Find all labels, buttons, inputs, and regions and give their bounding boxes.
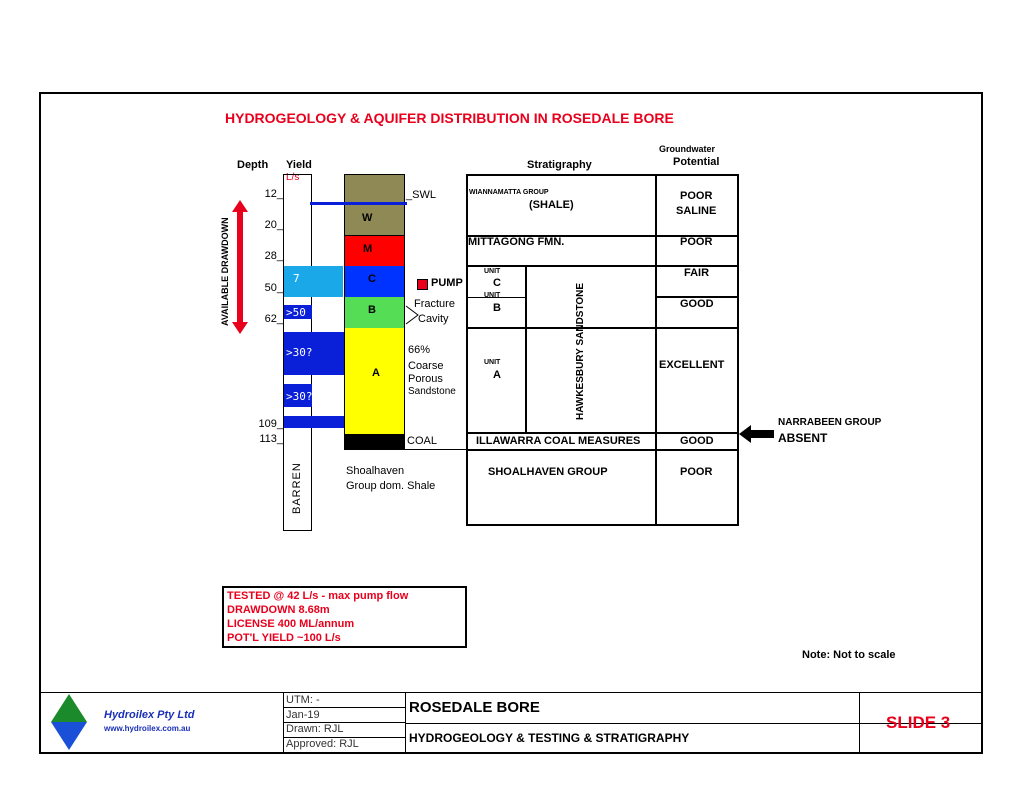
potential-w-1: POOR [680, 190, 713, 202]
barren-label: BARREN [291, 462, 303, 514]
depth-28: 28_ [264, 250, 283, 262]
footer-cell-line-1 [283, 707, 405, 708]
depth-109: 109_ [258, 418, 283, 430]
project-subtitle: HYDROGEOLOGY & TESTING & STRATIGRAPHY [409, 731, 690, 745]
depth-header: Depth [237, 159, 269, 171]
pump-label: PUMP [431, 277, 463, 289]
wianamatta-label: WIANNAMATTA GROUP [469, 189, 549, 196]
unit-c-word: UNIT [484, 268, 501, 275]
strat-unit-b: B [493, 302, 501, 314]
coal-base-line [405, 449, 468, 450]
yield-header: Yield [286, 159, 312, 171]
fracture-label: Fracture [414, 298, 455, 310]
logo-diamond-icon [50, 693, 88, 751]
mittagong-label: MITTAGONG FMN. [468, 236, 565, 248]
unit-a-desc-1: 66% [408, 344, 431, 356]
shale-label: (SHALE) [529, 199, 574, 211]
shoalhaven-text-2: Group dom. Shale [346, 480, 436, 492]
unit-a-block [344, 328, 405, 434]
slide-number: SLIDE 3 [886, 713, 951, 732]
page-title: HYDROGEOLOGY & AQUIFER DISTRIBUTION IN ROSEDALE BORE [225, 110, 674, 126]
potential-shoal: POOR [680, 466, 713, 478]
unit-w-label: W [362, 212, 373, 224]
coal-block [344, 434, 405, 450]
potential-a: EXCELLENT [659, 359, 725, 371]
yield-unit: L/s [286, 172, 300, 183]
depth-62: 62_ [264, 313, 283, 325]
unit-a-desc-4: Sandstone [408, 386, 456, 397]
unit-w-block [344, 174, 405, 236]
footer-top-line [39, 692, 983, 693]
footer-divider-1 [283, 692, 284, 754]
test-line-2: DRAWDOWN 8.68m [227, 604, 330, 616]
drawdown-label: AVAILABLE DRAWDOWN [220, 217, 230, 326]
shoalhaven-group-label: SHOALHAVEN GROUP [488, 466, 608, 478]
depth-20: 20_ [264, 219, 283, 231]
unit-m-block [344, 236, 405, 266]
potential-header: Potential [673, 156, 720, 168]
strat-row-line-4 [466, 327, 739, 329]
swl-label: _SWL [406, 189, 436, 201]
absent-label: ABSENT [778, 431, 828, 445]
pump-icon [417, 279, 428, 290]
company-website[interactable]: www.hydroilex.com.au [104, 724, 191, 733]
coal-label: COAL [407, 435, 437, 447]
test-results-box [222, 586, 467, 648]
unit-m-label: M [363, 243, 373, 255]
unit-c-label: C [368, 273, 376, 285]
depth-12: 12_ [264, 188, 283, 200]
approved-cell: Approved: RJL [286, 738, 359, 750]
unit-a-desc-3: Porous [408, 373, 443, 385]
strat-row-line-6 [466, 449, 739, 451]
unit-a-label: A [372, 367, 380, 379]
yield-a1-value: >30? [286, 346, 313, 359]
stratigraphy-header: Stratigraphy [527, 159, 592, 171]
project-title: ROSEDALE BORE [409, 699, 540, 716]
narrabeen-label: NARRABEEN GROUP [778, 417, 882, 428]
company-name: Hydroilex Pty Ltd [104, 709, 195, 721]
strat-divider-potential [655, 174, 657, 526]
test-line-4: POT'L YIELD ~100 L/s [227, 632, 341, 644]
strat-unit-c: C [493, 277, 501, 289]
scale-note: Note: Not to scale [802, 649, 896, 661]
depth-50: 50_ [264, 282, 283, 294]
yield-bar-a3 [284, 416, 344, 428]
test-line-1: TESTED @ 42 L/s - max pump flow [227, 590, 409, 602]
potential-coal: GOOD [680, 435, 714, 447]
swl-line [310, 202, 407, 205]
date-cell: Jan-19 [286, 709, 320, 721]
strat-row-line-5 [466, 432, 739, 434]
unit-a-word: UNIT [484, 359, 501, 366]
illawarra-label: ILLAWARRA COAL MEASURES [476, 435, 641, 447]
unit-b-label: B [368, 304, 376, 316]
unit-b-word: UNIT [484, 292, 501, 299]
potential-c: FAIR [684, 267, 710, 279]
potential-m: POOR [680, 236, 713, 248]
cavity-label: Cavity [418, 313, 449, 325]
test-line-3: LICENSE 400 ML/annum [227, 618, 355, 630]
hawkesbury-label: HAWKESBURY SANDSTONE [575, 282, 586, 420]
yield-a2-value: >30? [286, 390, 313, 403]
potential-b: GOOD [680, 298, 714, 310]
strat-divider-units [525, 265, 527, 433]
narrabeen-arrow-icon [739, 425, 775, 443]
drawn-cell: Drawn: RJL [286, 723, 344, 735]
unit-a-desc-2: Coarse [408, 360, 444, 372]
strat-unit-a: A [493, 369, 501, 381]
yield-b-value: >50 [286, 306, 306, 319]
yield-c-value: 7 [293, 272, 300, 285]
depth-113: 113_ [259, 433, 283, 445]
shoalhaven-text-1: Shoalhaven [346, 465, 405, 477]
potential-w-2: SALINE [676, 205, 717, 217]
utm-cell: UTM: - [286, 694, 320, 706]
groundwater-header: Groundwater [659, 144, 716, 154]
